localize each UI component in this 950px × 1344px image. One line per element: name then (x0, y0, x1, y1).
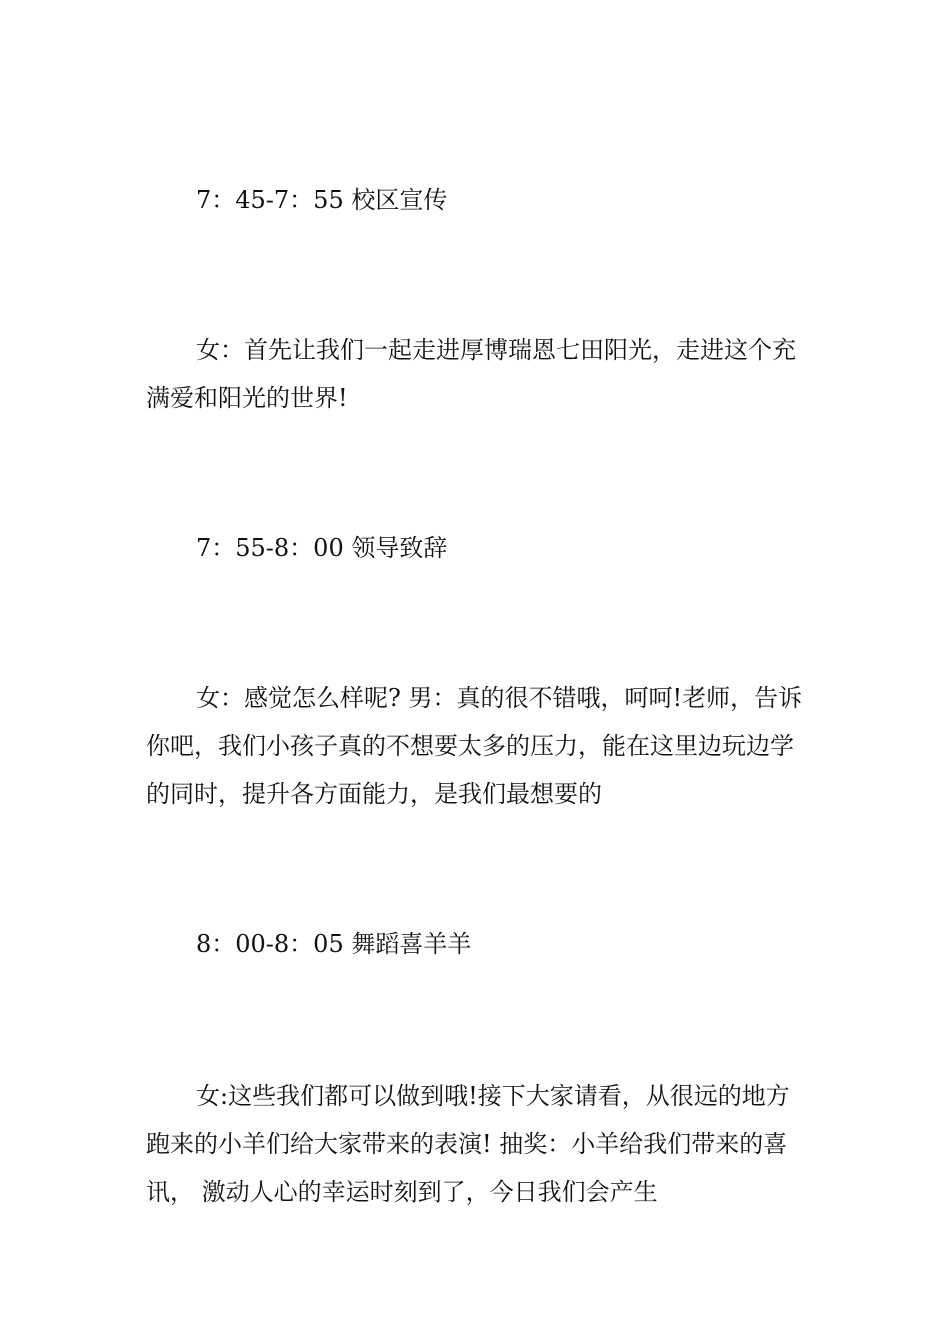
schedule-item-dance: 8：00-8：05 舞蹈喜羊羊 (196, 930, 472, 958)
dialogue-paragraph-feeling: 女：感觉怎么样呢? 男：真的很不错哦，呵呵!老师，告诉你吧，我们小孩子真的不想要太多的压力，能在这里边玩边学的同时，提升各方面能力，是我们最想要的 (146, 684, 803, 808)
dialogue-paragraph-lottery: 女:这些我们都可以做到哦!接下大家请看，从很远的地方跑来的小羊们给大家带来的表演! 抽奖：小羊给我们带来的喜讯， 激动人心的幸运时刻到了，今日我们会产生 (146, 1082, 790, 1206)
dialogue-paragraph-intro: 女：首先让我们一起走进厚博瑞恩七田阳光，走进这个充满爱和阳光的世界! (146, 336, 796, 412)
schedule-item-leader-speech: 7：55-8：00 领导致辞 (196, 534, 448, 562)
schedule-item-school-promotion: 7：45-7：55 校区宣传 (196, 186, 448, 214)
